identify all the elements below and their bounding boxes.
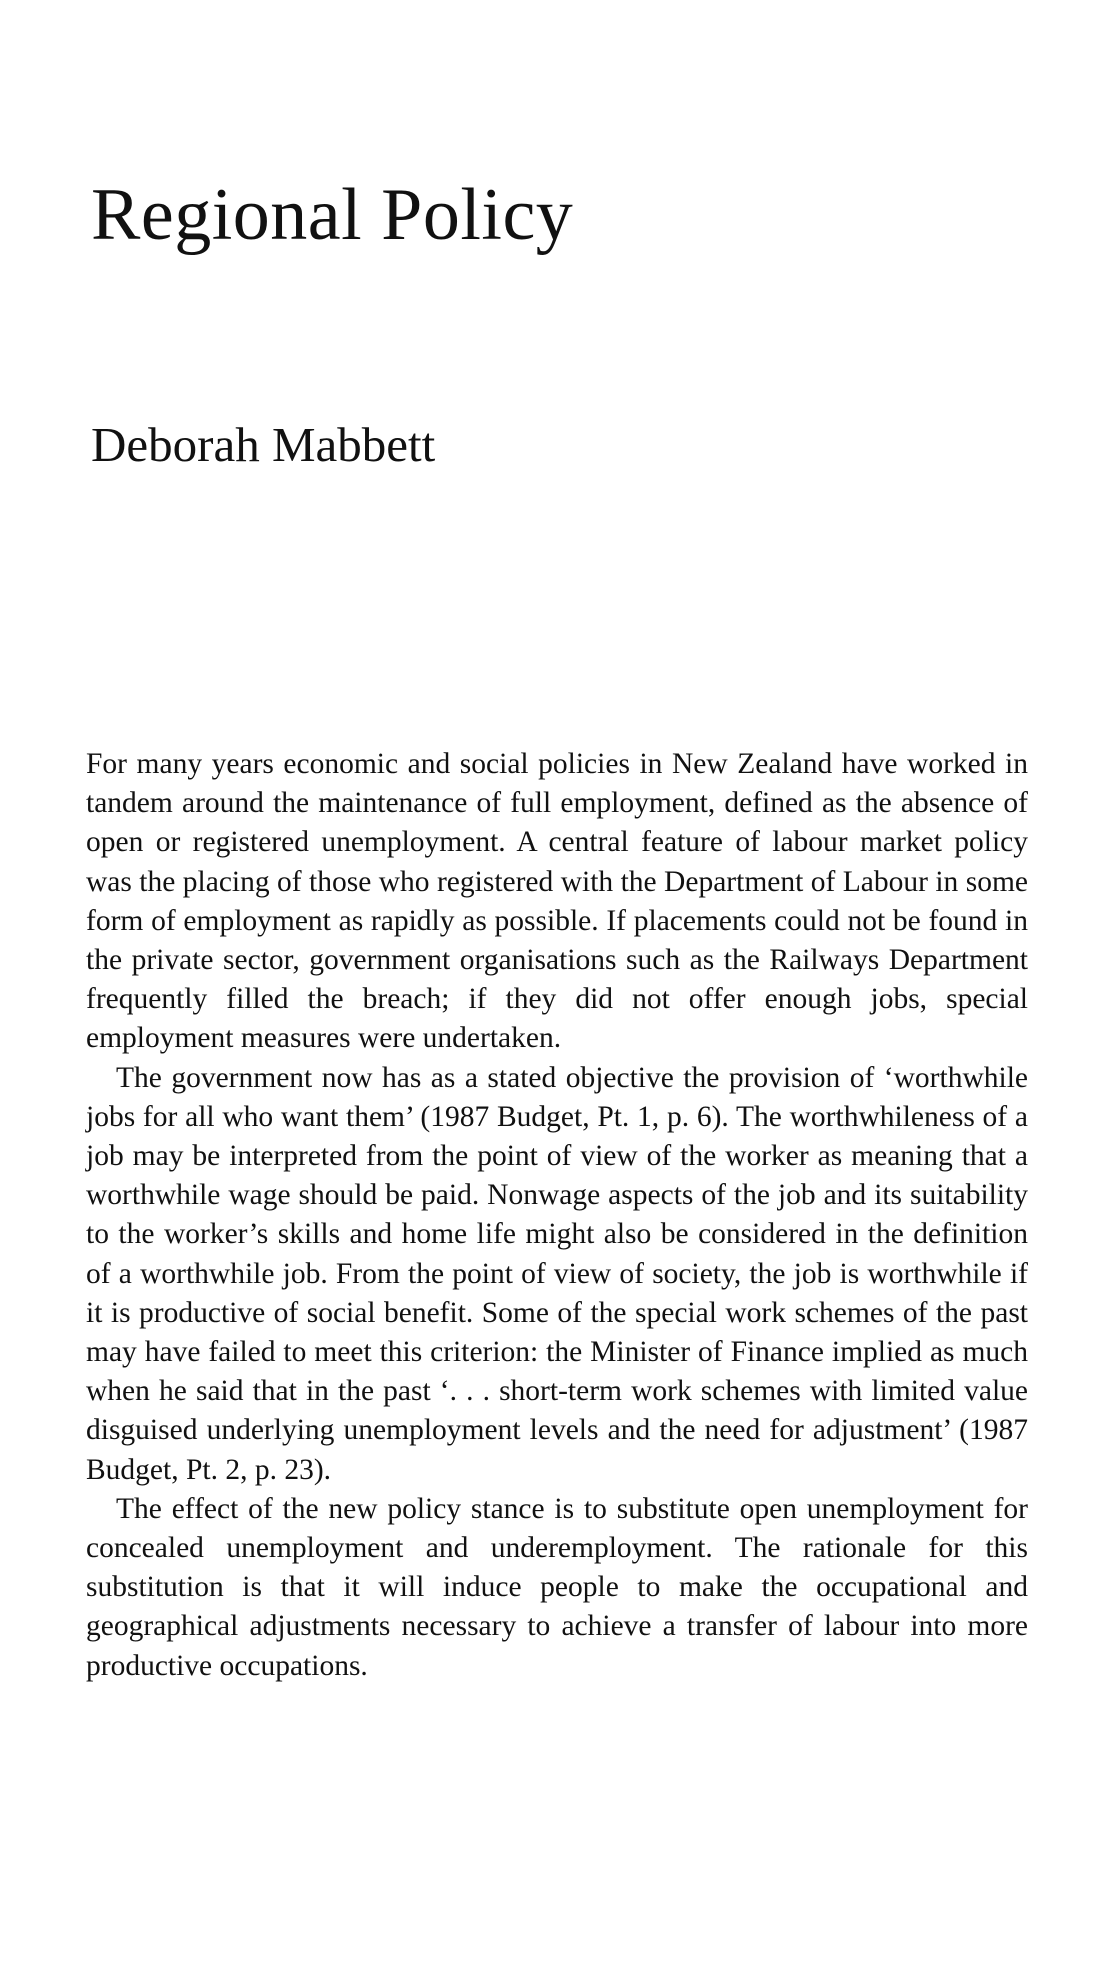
body-text xyxy=(86,745,1028,1686)
paragraph-2: The government now has as a stated objective the provision of ‘worthwhile jobs for all who want them’ (1987 Budget, Pt. 1, p. 6). The worthwhileness of a job may be interpreted from the point of view of the worker as meaning that a worthwhile wage should be paid. Nonwage aspects of the job and its suitability to the worker’s skills and home life might also be considered in the definition of a worthwhile job. From the point of view of society, the job is worthwhile if it is productive of social benefit. Some of the special work schemes of the past may have failed to meet this criterion: the Minister of Finance implied as much when he said that in the past ‘. . . short-term work schemes with limited value disguised underlying unemployment levels and the need for adjustment’ (1987 Budget, Pt. 2, p. 23). xyxy=(86,1061,1028,1486)
author-name: Deborah Mabbett xyxy=(91,417,436,472)
paragraph-3: The effect of the new policy stance is to substitute open unemployment for concealed unemployment and underemployment. The rationale for this substitution is that it will induce people to make the occupational and geographical adjustments necessary to achieve a transfer of labour into more productive occupations. xyxy=(86,1492,1028,1682)
paragraph-1: For many years economic and social policies in New Zealand have worked in tandem around the maintenance of full employment, defined as the absence of open or registered unemployment. A central feature of labour market policy was the placing of those who registered with the Department of Labour in some form of employment as rapidly as possible. If placements could not be found in the private sector, government organisations such as the Railways Department frequently filled the breach; if they did not offer enough jobs, special employment measures were undertaken. xyxy=(86,748,1028,1055)
chapter-title: Regional Policy xyxy=(91,174,574,256)
